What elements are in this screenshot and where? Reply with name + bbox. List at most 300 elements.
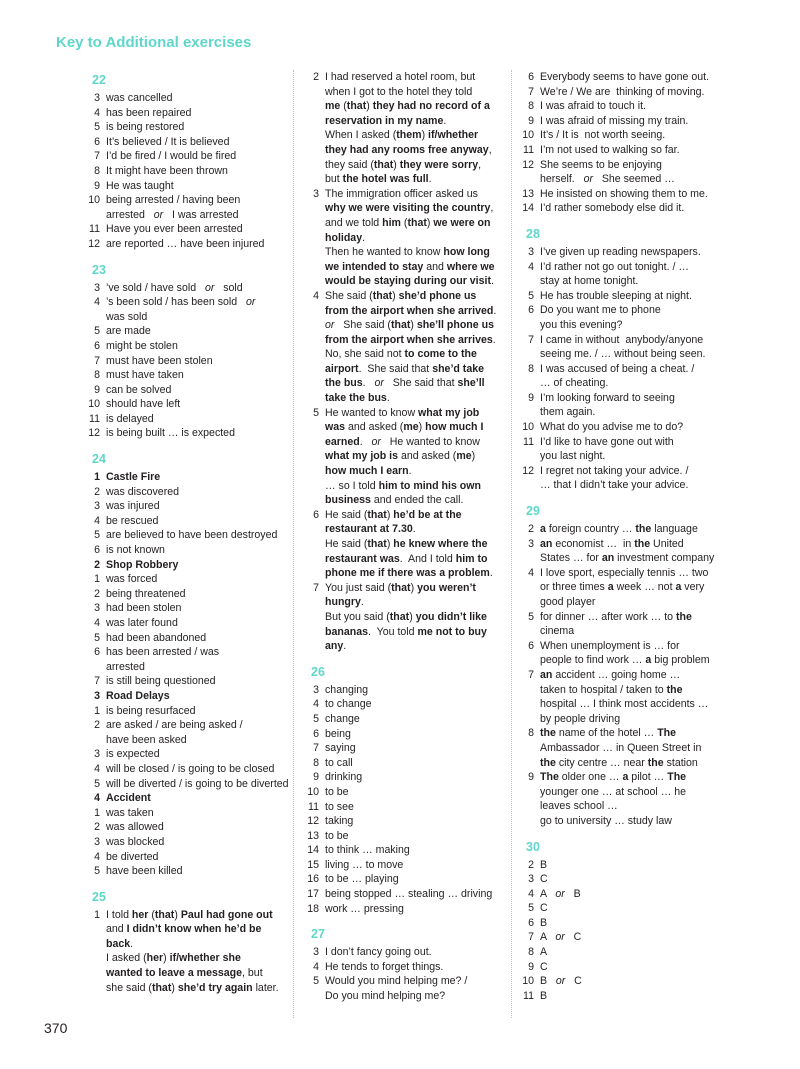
answer-text-segment: I was afraid to touch it. [540, 100, 646, 113]
answer-text-segment: is expected [106, 748, 160, 761]
answer-text-segment: He was taught [106, 179, 174, 192]
answer-item [86, 135, 282, 150]
exercise-section [86, 72, 282, 252]
answer-item [86, 295, 282, 324]
answer-text-segment: you last night. [540, 450, 606, 463]
answer-bold-text: the [647, 756, 664, 769]
answer-number: 6 [313, 508, 319, 521]
answer-text-segment: I’d rather somebody else did it. [540, 202, 685, 215]
answer-line [106, 324, 282, 339]
answer-number: 7 [94, 354, 100, 367]
answer-line [325, 625, 500, 640]
answer-item [305, 814, 500, 829]
answer-bold-text: me not to buy [417, 625, 487, 638]
answer-line [325, 99, 500, 114]
answer-text [106, 339, 282, 354]
answer-line [540, 595, 720, 610]
answer-text-segment: . [408, 465, 412, 478]
answer-line [540, 187, 720, 202]
answer-line [106, 820, 282, 835]
answer-line [540, 260, 720, 275]
answer-item [520, 114, 720, 129]
answer-item [305, 945, 500, 960]
answer-number: 9 [528, 114, 534, 127]
answer-line [106, 310, 282, 325]
answer-item [520, 522, 720, 537]
answer-text [106, 354, 282, 369]
answer-text-segment: to change [325, 698, 372, 711]
answer-line [325, 552, 500, 567]
answer-text [325, 727, 500, 742]
answer-text [540, 114, 720, 129]
answer-text [106, 645, 282, 674]
answer-line [540, 989, 720, 1004]
answer-line [325, 770, 500, 785]
answer-item [86, 601, 282, 616]
answer-line [540, 99, 720, 114]
answer-text-segment: was injured [106, 500, 160, 513]
answer-line [106, 485, 282, 500]
answer-line [325, 304, 500, 319]
answer-text-segment: What do you advise me to do? [540, 421, 684, 434]
answer-number: 9 [94, 179, 100, 192]
answer-item [86, 645, 282, 674]
answer-line [325, 391, 500, 406]
answer-text-segment: be rescued [106, 514, 159, 527]
answer-line [106, 383, 282, 398]
answer-bold-text: an [601, 552, 615, 565]
answer-text [106, 674, 282, 689]
answer-text-segment: No, she said not [325, 348, 405, 361]
answer-item [86, 397, 282, 412]
answer-number: 2 [94, 587, 100, 600]
answer-line [540, 872, 720, 887]
answer-bold-text: was [325, 421, 346, 434]
answer-item [305, 785, 500, 800]
answer-line [106, 106, 282, 121]
answer-line [325, 158, 500, 173]
answer-number: 5 [94, 121, 100, 134]
answer-number: 4 [313, 960, 319, 973]
answer-item [86, 339, 282, 354]
answer-item [86, 354, 282, 369]
answer-line [540, 289, 720, 304]
answer-line [325, 800, 500, 815]
answer-item [86, 806, 282, 821]
answer-line [540, 537, 720, 552]
answer-line [540, 960, 720, 975]
answer-bold-text: him to [455, 552, 488, 565]
answer-line [540, 158, 720, 173]
answer-bold-text: the [676, 610, 692, 623]
answer-number: 12 [307, 815, 319, 828]
answer-number: 3 [528, 873, 534, 886]
answer-number: 4 [94, 106, 100, 119]
answer-text-segment: . [490, 275, 494, 288]
answer-bold-text: reservation in my name [325, 114, 444, 127]
answer-line [325, 974, 500, 989]
answer-number: 8 [94, 164, 100, 177]
answer-number: 5 [94, 325, 100, 338]
answer-item [86, 777, 289, 792]
answer-text [106, 806, 282, 821]
answer-text-segment: ) [426, 216, 434, 229]
answer-line [325, 537, 500, 552]
answer-item [520, 260, 720, 289]
answer-number: 2 [94, 558, 100, 571]
answer-text [106, 864, 282, 879]
exercise-section [520, 503, 720, 828]
answer-line [325, 493, 500, 508]
answer-number: 10 [522, 975, 534, 988]
answer-text-segment: arrested [106, 208, 154, 221]
answer-item [86, 820, 282, 835]
answer-text-segment: It’s believed / It is believed [106, 135, 230, 148]
answer-bold-text: her [131, 908, 149, 921]
or-connector: or [555, 975, 566, 988]
answer-item [520, 872, 720, 887]
answer-line [106, 193, 282, 208]
answer-text-segment: economist … in [552, 537, 635, 550]
answer-text-segment: was taken [106, 806, 154, 819]
answer-text-segment: being stopped … stealing … driving [325, 888, 493, 901]
answer-number: 8 [528, 946, 534, 959]
answer-number: 5 [528, 902, 534, 915]
answer-line [325, 872, 500, 887]
answer-bold-text: where we [446, 260, 495, 273]
answer-text [540, 537, 720, 566]
answer-bold-text: any [325, 640, 344, 653]
answer-bold-text: restaurant was [325, 552, 400, 565]
answer-text-segment: ) [366, 100, 373, 113]
answer-bold-text: you weren’t [417, 581, 476, 594]
answer-line [325, 70, 500, 85]
answer-text-segment: I came in without anybody/anyone [540, 333, 704, 346]
answer-text-segment: I’d be fired / I would be fired [106, 150, 237, 163]
answer-text-segment: . [362, 231, 366, 244]
answer-bold-text: the [540, 756, 556, 769]
answer-text [106, 616, 282, 631]
answer-text [106, 499, 282, 514]
answer-text [106, 777, 289, 792]
answer-text-segment: must have been stolen [106, 354, 213, 367]
answer-number: 8 [528, 362, 534, 375]
answer-text-segment: I’ve given up reading newspapers. [540, 245, 701, 258]
answer-text-segment: station [663, 756, 698, 769]
answer-text [106, 791, 282, 806]
answer-text-segment: name of the hotel … [555, 727, 658, 740]
answer-line [540, 114, 720, 129]
answer-line [325, 216, 500, 231]
answer-bold-text: how long [443, 246, 490, 259]
answer-item [86, 222, 282, 237]
answer-text-segment: to think … making [325, 844, 410, 857]
answer-text-segment: She seemed … [593, 173, 675, 186]
answer-bold-text: she’d take [432, 362, 485, 375]
answer-text [540, 887, 720, 902]
answer-item [520, 930, 720, 945]
answer-line [325, 581, 500, 596]
answer-item [520, 435, 720, 464]
answer-text-segment: Then he wanted to know [325, 246, 444, 259]
answer-line [540, 901, 720, 916]
answer-item [86, 485, 282, 500]
answer-bold-text: that [373, 158, 394, 171]
answer-line [325, 449, 500, 464]
answer-text-segment: to be [325, 785, 349, 798]
answer-text-segment: C [564, 931, 582, 944]
answer-text-segment: It’s / It is not worth seeing. [540, 129, 666, 142]
answer-item [520, 362, 720, 391]
answer-bold-text: a [645, 654, 652, 667]
answer-number: 8 [94, 369, 100, 382]
answer-number: 12 [88, 237, 100, 250]
answer-item [86, 850, 282, 865]
answer-text-segment: Accident [106, 792, 151, 805]
answer-bold-text: The [657, 727, 677, 740]
answer-line [325, 143, 500, 158]
answer-bold-text: earned [325, 435, 360, 448]
answer-text-segment: good player [540, 596, 596, 608]
answer-text [325, 843, 500, 858]
answer-line [325, 420, 500, 435]
answer-text-segment: B [540, 989, 548, 1002]
answer-line [325, 260, 500, 275]
exercise-number: 29 [526, 504, 540, 519]
answer-line [106, 733, 282, 748]
answer-text-segment: I had reserved a hotel room, but [325, 71, 476, 83]
answer-text-segment: language [651, 523, 698, 536]
answer-item [305, 70, 500, 187]
answer-text [325, 814, 500, 829]
answer-line [325, 522, 500, 537]
answer-text-segment: had been abandoned [106, 631, 207, 644]
answer-text-segment: . [443, 114, 447, 127]
answer-text-segment: … that I didn’t take your advice. [540, 479, 689, 492]
answer-text [106, 179, 282, 194]
answer-text [540, 901, 720, 916]
answer-item [86, 835, 282, 850]
answer-item [520, 333, 720, 362]
answer-line [106, 981, 282, 996]
answer-text-segment: . [343, 640, 347, 653]
answer-item [520, 610, 720, 639]
answer-text [540, 770, 720, 828]
answer-bold-text: they were sorry [399, 158, 479, 171]
answer-item [305, 887, 500, 902]
answer-text-segment: ) [410, 319, 417, 332]
answer-text [540, 522, 720, 537]
answer-text-segment: United [650, 537, 684, 550]
answer-text-segment: is not known [106, 544, 165, 557]
answer-line [106, 528, 282, 543]
answer-text-segment: and [106, 923, 127, 936]
or-connector: or [583, 173, 593, 186]
answer-bold-text: that [389, 610, 410, 623]
answer-line [325, 945, 500, 960]
answer-item [86, 193, 282, 222]
answer-text-segment: ( [400, 216, 408, 229]
answer-bold-text: me [403, 421, 419, 434]
answer-line [106, 806, 282, 821]
answer-text [325, 770, 500, 785]
or-connector: or [555, 931, 565, 944]
answer-bold-text: phone me if there was a problem [325, 567, 490, 580]
answer-number: 2 [94, 719, 100, 732]
answer-text-segment: younger one … at school … he [540, 785, 687, 798]
answer-number: 6 [528, 916, 534, 929]
answer-line [106, 354, 282, 369]
answer-text-segment: must have taken [106, 369, 184, 382]
answer-text-segment: . [362, 377, 375, 390]
answer-bold-text: the hotel was full [342, 173, 429, 186]
exercise-number: 24 [92, 452, 106, 467]
answer-bold-text: a [540, 523, 546, 536]
answer-item [520, 289, 720, 304]
answer-line [540, 172, 720, 187]
answer-text [106, 747, 282, 762]
answer-line [325, 172, 500, 187]
answer-line [106, 674, 282, 689]
answer-item [520, 960, 720, 975]
answer-text [325, 756, 500, 771]
answer-text-segment: they said ( [325, 158, 374, 171]
answer-text-segment: taken to hospital / taken to [540, 683, 667, 696]
answer-line [106, 149, 282, 164]
answer-number: 10 [307, 785, 319, 798]
exercise-section [305, 926, 500, 1003]
answer-line [540, 303, 720, 318]
answer-item [520, 945, 720, 960]
answer-text-segment: and asked ( [345, 421, 404, 434]
answer-text-segment: I was arrested [163, 208, 239, 221]
answer-item [520, 726, 720, 770]
answer-number: 4 [528, 887, 534, 900]
answer-item [520, 887, 720, 902]
answer-text [540, 610, 720, 639]
answer-number: 17 [307, 888, 319, 901]
answer-number: 4 [528, 566, 534, 579]
answer-line [106, 91, 282, 106]
answer-number: 10 [522, 129, 534, 142]
answer-text [325, 712, 500, 727]
answer-text-segment: was sold [106, 310, 148, 323]
answer-bold-text: a [675, 581, 682, 594]
answer-item [305, 697, 500, 712]
answer-text-segment: ) [163, 952, 170, 965]
answer-item [305, 406, 500, 508]
answer-item [86, 499, 282, 514]
answer-text [540, 916, 720, 931]
answer-bold-text: hungry [325, 596, 361, 609]
answer-number: 5 [313, 712, 319, 725]
answer-number: 18 [307, 902, 319, 915]
answer-text-segment: was forced [106, 573, 158, 586]
answer-number: 1 [94, 471, 100, 484]
answer-line [325, 289, 500, 304]
answer-text-segment: B [540, 858, 548, 871]
answer-text [325, 289, 500, 406]
column-divider [511, 70, 512, 1018]
answer-line [106, 164, 282, 179]
answer-text [106, 397, 282, 412]
answer-line [106, 908, 282, 923]
answer-text [325, 974, 500, 1003]
answer-text-segment: ) [386, 508, 394, 521]
answer-text-segment: Ambassador … in Queen Street in [540, 741, 702, 754]
answer-line [106, 791, 282, 806]
answer-number: 5 [313, 975, 319, 988]
answer-line [540, 245, 720, 260]
answer-text [540, 639, 720, 668]
answer-number: 5 [94, 529, 100, 542]
answer-text-segment: to be … playing [325, 873, 399, 886]
answer-text-segment: ) [409, 610, 416, 623]
answer-item [305, 712, 500, 727]
answer-bold-text: we were on [433, 216, 491, 229]
answer-line [325, 697, 500, 712]
answer-item [86, 674, 282, 689]
answer-line [106, 660, 282, 675]
answer-line [540, 405, 720, 420]
answer-item [86, 704, 282, 719]
answer-text-segment: to see [325, 800, 354, 813]
answer-text-segment: He wanted to know [380, 435, 480, 448]
answer-line [540, 376, 720, 391]
answer-line [106, 937, 282, 952]
answer-line [106, 368, 282, 383]
answer-item [86, 572, 282, 587]
answer-number: 11 [308, 800, 319, 813]
answer-text-segment: taking [325, 815, 354, 828]
answer-text-segment: Would you mind helping me? / [325, 975, 468, 988]
answer-item [86, 324, 282, 339]
answer-text-segment: He said ( [325, 508, 368, 521]
answer-item [520, 901, 720, 916]
answer-number: 1 [94, 573, 100, 586]
answer-bold-text: me [456, 450, 472, 463]
answer-text-segment: will be closed / is going to be closed [106, 762, 275, 775]
answer-text-segment: be diverted [106, 850, 159, 863]
answer-bold-text: the [634, 537, 651, 550]
page-number: 370 [44, 1020, 68, 1036]
answer-number: 5 [94, 777, 100, 790]
answer-line [540, 522, 720, 537]
answer-text-segment: being arrested / having been [106, 194, 241, 207]
answer-bold-text: The [540, 771, 559, 784]
answer-text [540, 143, 720, 158]
answer-text [540, 303, 720, 332]
answer-item [305, 289, 500, 406]
answer-line [106, 412, 282, 427]
answer-number: 5 [94, 631, 100, 644]
answer-line [106, 135, 282, 150]
answer-line [325, 727, 500, 742]
answer-text-segment: arrested [106, 660, 145, 673]
answer-item [520, 916, 720, 931]
answer-bold-text: them [396, 129, 422, 142]
column-divider [293, 70, 294, 1018]
answer-line [325, 858, 500, 873]
answer-number: 3 [313, 187, 319, 200]
answer-text-segment: … of cheating. [540, 377, 609, 390]
answer-text [106, 164, 282, 179]
answer-line [325, 814, 500, 829]
answer-number: 3 [313, 683, 319, 696]
answer-text [106, 704, 282, 719]
answer-line [540, 785, 720, 800]
or-connector: or [374, 377, 384, 390]
